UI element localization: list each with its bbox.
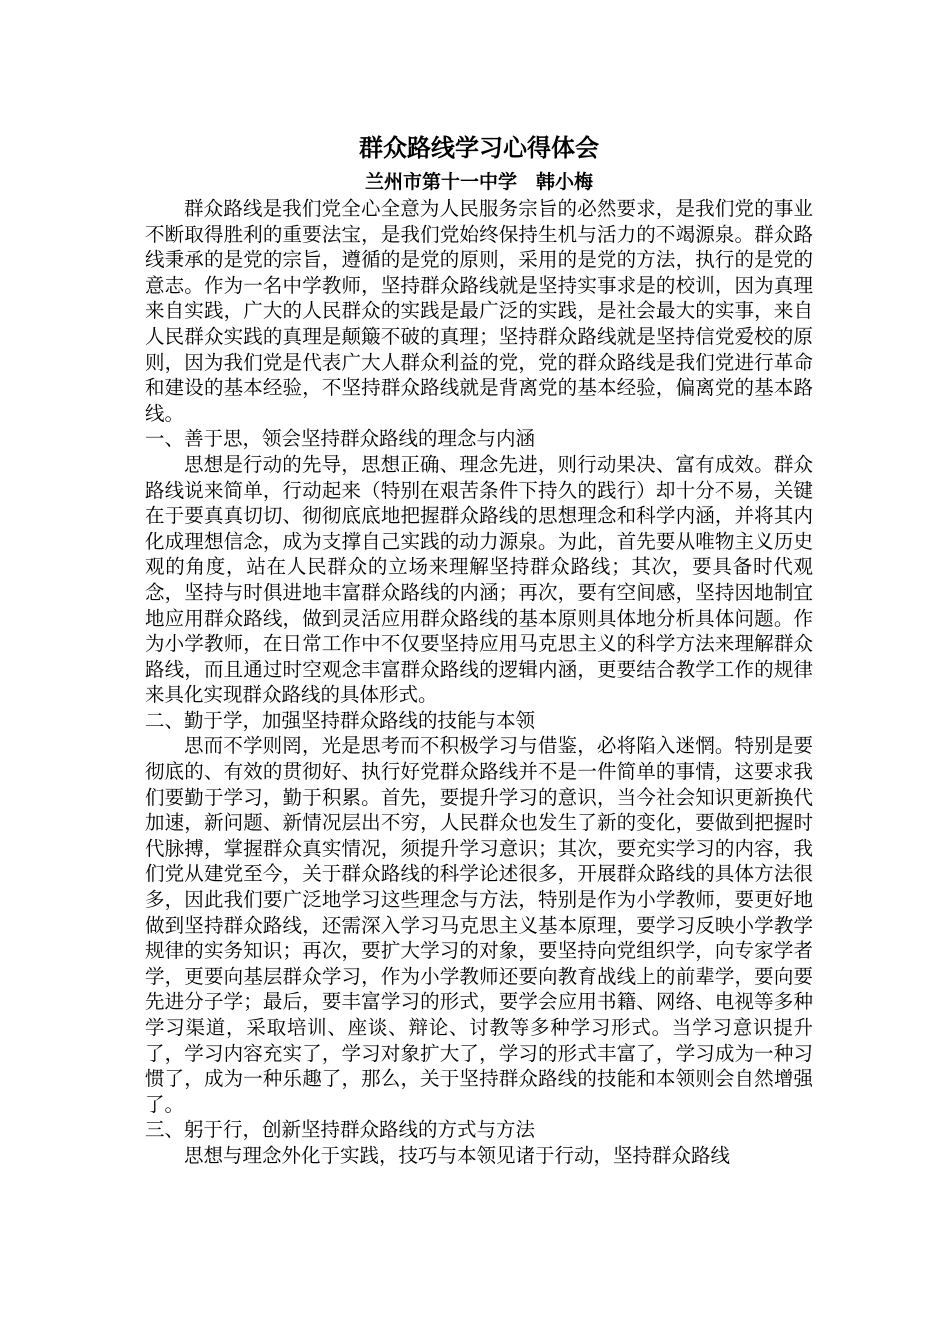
document-page <box>145 128 813 1169</box>
section-2-heading: 二、勤于学，加强坚持群众路线的技能与本领 <box>145 708 536 732</box>
section-3-paragraph: 思想与理念外化于实践，技巧与本领见诸于行动，坚持群众路线 <box>184 1143 731 1167</box>
document-title: 群众路线学习心得体会 <box>359 134 599 162</box>
section-3-heading: 三、躬于行，创新坚持群众路线的方式与方法 <box>145 1118 536 1142</box>
section-1-heading: 一、善于思，领会坚持群众路线的理念与内涵 <box>145 427 536 451</box>
intro-paragraph: 群众路线是我们党全心全意为人民服务宗旨的必然要求，是我们党的事业不断取得胜利的重要法宝，是我们党始终保持生机与活力的不竭源泉。群众路线秉承的是党的宗旨，遵循的是党的原则，采用的是党的方法，执行的是党的意志。作为一名中学教师，坚持群众路线就是坚持实事求是的校训，因为真理来自实践，广大的人民群众的实践是最广泛的实践，是社会最大的实事，来自人民群众实践的真理是颠簸不破的真理；坚持群众路线就是坚持信党爱校的原则，因为我们党是代表广大人群众利益的党，党的群众路线是我们党进行革命和建设的基本经验，不坚持群众路线就是背离党的基本经验，偏离党的基本路线。 <box>145 197 813 425</box>
section-1-paragraph: 思想是行动的先导，思想正确、理念先进，则行动果决、富有成效。群众路线说来简单，行动起来（特别在艰苦条件下持久的践行）却十分不易，关键在于要真真切切、彻彻底底地把握群众路线的思想理念和科学内涵，并将其内化成理想信念，成为支撑自己实践的动力源泉。为此，首先要从唯物主义历史观的角度，站在人民群众的立场来理解坚持群众路线；其次，要具备时代观念，坚持与时俱进地丰富群众路线的内涵；再次，要有空间感，坚持因地制宜地应用群众路线，做到灵活应用群众路线的基本原则具体地分析具体问题。作为小学教师，在日常工作中不仅要坚持应用马克思主义的科学方法来理解群众路线，而且通过时空观念丰富群众路线的逻辑内涵，更要结合教学工作的规律来具化实现群众路线的具体形式。 <box>145 452 813 707</box>
section-2-paragraph: 思而不学则罔，光是思考而不积极学习与借鉴，必将陷入迷惘。特别是要彻底的、有效的贯彻好、执行好党群众路线并不是一件简单的事情，这要求我们要勤于学习，勤于积累。首先，要提升学习的意识，当今社会知识更新换代加速，新问题、新情况层出不穷，人民群众也发生了新的变化，要做到把握时代脉搏，掌握群众真实情况，须提升学习意识；其次，要充实学习的内容，我们党从建党至今，关于群众路线的科学论述很多，开展群众路线的具体方法很多，因此我们要广泛地学习这些理念与方法，特别是作为小学教师，要更好地做到坚持群众路线，还需深入学习马克思主义基本原理，要学习反映小学教学规律的实务知识；再次，要扩大学习的对象，要坚持向党组织学，向专家学者学，更要向基层群众学习，作为小学教师还要向教育战线上的前辈学，要向要先进分子学；最后，要丰富学习的形式，要学会应用书籍、网络、电视等多种学习渠道，采取培训、座谈、辩论、讨教等多种学习形式。当学习意识提升了，学习内容充实了，学习对象扩大了，学习的形式丰富了，学习成为一种习惯了，成为一种乐趣了，那么，关于坚持群众路线的技能和本领则会自然增强了。 <box>145 734 813 1116</box>
author-line: 兰州市第十一中学 韩小梅 <box>364 171 593 193</box>
